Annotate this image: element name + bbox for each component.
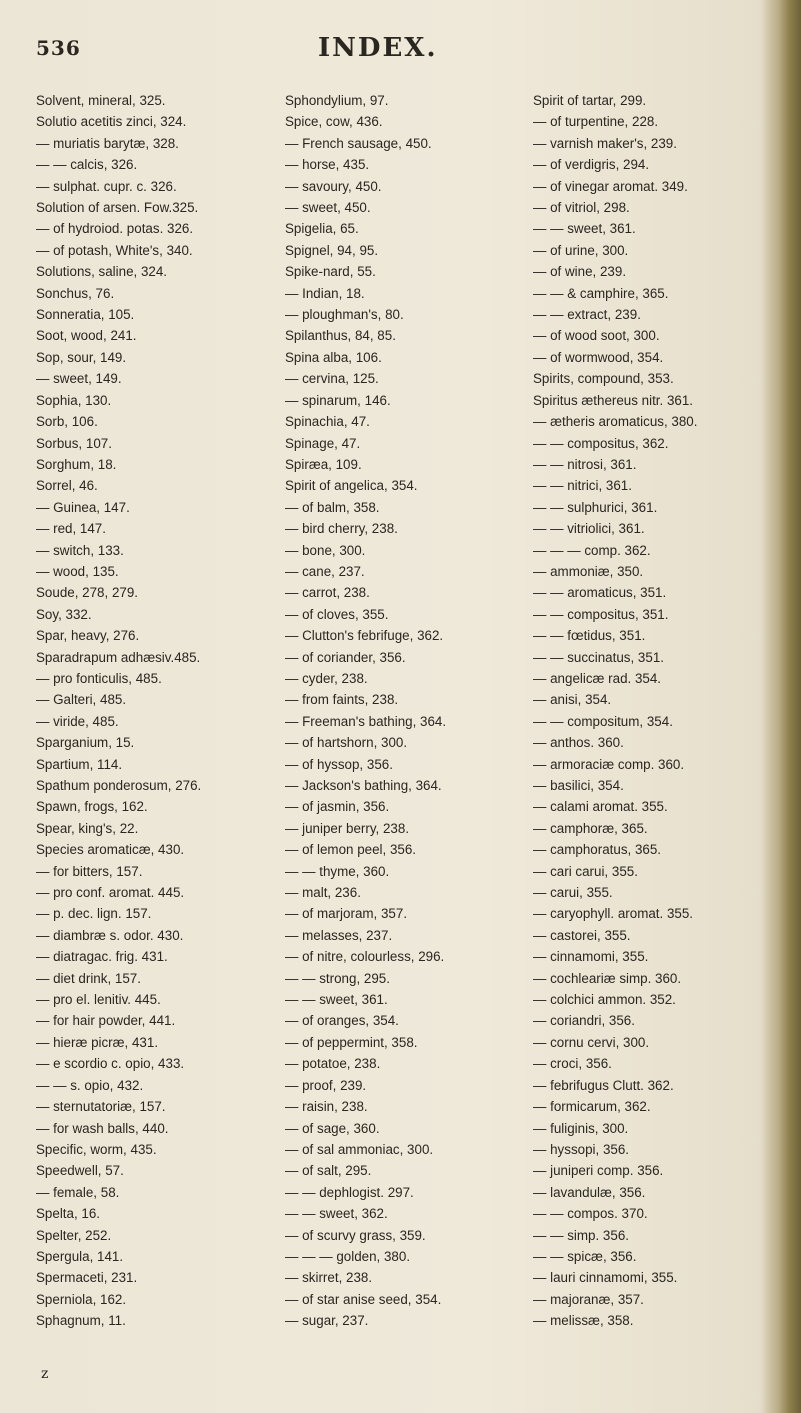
index-entry: — spinarum, 146. <box>285 392 391 408</box>
index-entry: — — aromaticus, 351. <box>533 585 667 601</box>
index-entry: Solvent, mineral, 325. <box>36 93 166 108</box>
index-entry: Spiræa, 109. <box>285 456 362 472</box>
index-entry: — p. dec. lign. 157. <box>36 906 152 922</box>
index-entry: — cochleariæ simp. 360. <box>533 970 682 986</box>
index-entry: Sparadrapum adhæsiv.485. <box>36 649 201 665</box>
index-entry: Sop, sour, 149. <box>36 349 127 365</box>
index-entry: — switch, 133. <box>36 542 124 558</box>
index-entry: Species aromaticæ, 430. <box>36 842 185 858</box>
index-entry: — caryophyll. aromat. 355. <box>533 906 694 922</box>
index-entry: — ammoniæ, 350. <box>533 563 644 579</box>
index-entry: — — compositus, 351. <box>533 606 669 622</box>
index-entry: — bone, 300. <box>285 542 366 558</box>
index-entry: Solution of arsen. Fow.325. <box>36 200 199 216</box>
index-entry: Sphondylium, 97. <box>285 93 389 108</box>
index-entry: — cornu cervi, 300. <box>533 1034 650 1050</box>
index-entry: Spignel, 94, 95. <box>285 242 379 258</box>
index-entry: — of hyssop, 356. <box>285 756 393 772</box>
index-entry: — Freeman's bathing, 364. <box>285 713 447 729</box>
index-entry: — female, 58. <box>36 1184 120 1200</box>
index-entry: Sparganium, 15. <box>36 735 135 751</box>
index-entry: Spelter, 252. <box>36 1227 112 1243</box>
index-entry: — coriandri, 356. <box>533 1013 635 1029</box>
index-entry: — — simp. 356. <box>533 1227 629 1243</box>
index-entry: Sphagnum, 11. <box>36 1313 126 1329</box>
index-entry: — from faints, 238. <box>285 692 399 708</box>
index-entry: Soot, wood, 241. <box>36 328 137 344</box>
index-entry: — of star anise seed, 354. <box>285 1291 442 1307</box>
index-entry: — — thyme, 360. <box>285 863 390 879</box>
index-entry: Spirit of angelica, 354. <box>285 478 418 494</box>
index-entry: — — — golden, 380. <box>285 1248 411 1264</box>
index-entry: — red, 147. <box>36 521 106 537</box>
index-entry: — cari carui, 355. <box>533 863 638 879</box>
index-entry: Spina alba, 106. <box>285 349 382 365</box>
index-entry: — of potash, White's, 340. <box>36 242 193 258</box>
index-entry: Sonneratia, 105. <box>36 307 135 323</box>
index-entry: — e scordio c. opio, 433. <box>36 1056 185 1072</box>
index-entry: Spinachia, 47. <box>285 414 370 430</box>
index-entry: — lavandulæ, 356. <box>533 1184 646 1200</box>
index-entry: Spice, cow, 436. <box>285 114 383 130</box>
signature-mark: z <box>41 1366 49 1382</box>
index-entry: — skirret, 238. <box>285 1270 373 1286</box>
index-entry: — of sal ammoniac, 300. <box>285 1141 434 1157</box>
index-column-3 <box>533 90 697 1332</box>
index-entry: — febrifugus Clutt. 362. <box>533 1077 674 1093</box>
index-entry: — carrot, 238. <box>285 585 370 601</box>
index-entry: — muriatis barytæ, 328. <box>36 135 179 151</box>
index-entry: Spike-nard, 55. <box>285 264 376 280</box>
index-entry: — majoranæ, 357. <box>533 1291 644 1307</box>
index-entry: — cyder, 238. <box>285 670 368 686</box>
index-entry: — — fœtidus, 351. <box>533 628 646 644</box>
index-entry: — of jasmin, 356. <box>285 799 390 815</box>
index-entry: — croci, 356. <box>533 1056 612 1072</box>
index-entry: — of coriander, 356. <box>285 649 406 665</box>
index-entry: — sweet, 450. <box>285 200 371 216</box>
index-entry: — — compositus, 362. <box>533 435 669 451</box>
index-entry: — angelicæ rad. 354. <box>533 670 662 686</box>
index-entry: — ploughman's, 80. <box>285 307 404 323</box>
index-entry: Spathum ponderosum, 276. <box>36 778 202 793</box>
index-entry: — ætheris aromaticus, 380. <box>533 414 698 430</box>
index-entry: — — extract, 239. <box>533 307 641 323</box>
index-entry: — Indian, 18. <box>285 285 365 301</box>
index-entry: Spawn, frogs, 162. <box>36 799 148 815</box>
index-entry: — savoury, 450. <box>285 178 382 194</box>
index-entry: — — calcis, 326. <box>36 157 138 173</box>
index-entry: Spinage, 47. <box>285 435 361 451</box>
index-entry: Spigelia, 65. <box>285 221 359 237</box>
index-entry: — cervina, 125. <box>285 371 379 387</box>
index-entry: Sorbus, 107. <box>36 435 112 451</box>
index-entry: — cane, 237. <box>285 563 365 579</box>
index-entry: — — sweet, 361. <box>285 992 388 1008</box>
index-entry: — — compos. 370. <box>533 1206 648 1222</box>
index-entry: — pro el. lenitiv. 445. <box>36 992 161 1008</box>
index-entry: — diatragac. frig. 431. <box>36 949 168 965</box>
index-entry: — armoraciæ comp. 360. <box>533 756 685 772</box>
index-entry: Spiritus æthereus nitr. 361. <box>533 392 694 408</box>
index-entry: Spear, king's, 22. <box>36 820 139 836</box>
index-entry: — wood, 135. <box>36 563 119 579</box>
index-entry: — juniperi comp. 356. <box>533 1163 664 1179</box>
index-entry: — hieræ picræ, 431. <box>36 1034 159 1050</box>
index-entry: — malt, 236. <box>285 885 361 901</box>
index-entry: — diambræ s. odor. 430. <box>36 927 184 943</box>
index-entry: Spermaceti, 231. <box>36 1270 138 1286</box>
index-entry: — of peppermint, 358. <box>285 1034 418 1050</box>
index-entry: — pro fonticulis, 485. <box>36 670 162 686</box>
index-entry: — formicarum, 362. <box>533 1099 651 1115</box>
index-entry: — of vinegar aromat. 349. <box>533 178 688 194</box>
index-entry: — of salt, 295. <box>285 1163 372 1179</box>
index-entry: — of lemon peel, 356. <box>285 842 417 858</box>
index-column-2 <box>285 90 446 1332</box>
index-entry: — potatoe, 238. <box>285 1056 381 1072</box>
index-entry: — juniper berry, 238. <box>285 820 410 836</box>
index-entry: — basilici, 354. <box>533 778 624 793</box>
index-entry: — of sage, 360. <box>285 1120 380 1136</box>
index-entry: Sonchus, 76. <box>36 285 115 301</box>
index-entry: — of marjoram, 357. <box>285 906 408 922</box>
index-entry: — calami aromat. 355. <box>533 799 668 815</box>
index-entry: — castorei, 355. <box>533 927 631 943</box>
index-entry: — of urine, 300. <box>533 242 629 258</box>
index-entry: — pro conf. aromat. 445. <box>36 885 185 901</box>
index-entry: — horse, 435. <box>285 157 370 173</box>
index-entry: — of scurvy grass, 359. <box>285 1227 426 1243</box>
index-entry: — anisi, 354. <box>533 692 612 708</box>
index-entry: Sophia, 130. <box>36 392 112 408</box>
index-entry: — sweet, 149. <box>36 371 122 387</box>
index-entry: — of balm, 358. <box>285 499 380 515</box>
index-entry: Sorrel, 46. <box>36 478 98 494</box>
index-entry: Spilanthus, 84, 85. <box>285 328 396 344</box>
index-entry: — of cloves, 355. <box>285 606 389 622</box>
index-entry: — cinnamomi, 355. <box>533 949 649 965</box>
index-column-1 <box>36 90 201 1332</box>
index-entry: — — sulphurici, 361. <box>533 499 658 515</box>
index-entry: — sugar, 237. <box>285 1313 369 1329</box>
index-entry: — raisin, 238. <box>285 1099 368 1115</box>
index-entry: — — succinatus, 351. <box>533 649 664 665</box>
index-entry: Spartium, 114. <box>36 756 123 772</box>
index-entry: — of nitre, colourless, 296. <box>285 949 445 965</box>
index-entry: — — nitrici, 361. <box>533 478 632 494</box>
index-entry: — anthos. 360. <box>533 735 624 751</box>
index-entry: — — sweet, 362. <box>285 1206 388 1222</box>
index-entry: Speedwell, 57. <box>36 1163 124 1179</box>
page-number: 536 <box>36 36 81 60</box>
index-entry: — viride, 485. <box>36 713 119 729</box>
index-entry: — Galteri, 485. <box>36 692 127 708</box>
index-entry: — camphoratus, 365. <box>533 842 662 858</box>
index-entry: — fuliginis, 300. <box>533 1120 629 1136</box>
index-entry: — of wormwood, 354. <box>533 349 664 365</box>
index-entry: — — compositum, 354. <box>533 713 673 729</box>
index-entry: — melissæ, 358. <box>533 1313 634 1329</box>
index-entry: — Jackson's bathing, 364. <box>285 778 442 793</box>
index-entry: — — vitriolici, 361. <box>533 521 645 537</box>
page-title: INDEX. <box>318 33 438 63</box>
index-entry: — French sausage, 450. <box>285 135 432 151</box>
index-entry: — of wine, 239. <box>533 264 627 280</box>
index-entry: — for hair powder, 441. <box>36 1013 176 1029</box>
index-entry: — — dephlogist. 297. <box>285 1184 414 1200</box>
index-entry: — for wash balls, 440. <box>36 1120 169 1136</box>
index-entry: Spirit of tartar, 299. <box>533 93 647 108</box>
index-entry: — Guinea, 147. <box>36 499 130 515</box>
index-entry: — — spicæ, 356. <box>533 1248 637 1264</box>
index-entry: — — & camphire, 365. <box>533 285 669 301</box>
index-entry: Spirits, compound, 353. <box>533 371 674 387</box>
index-entry: — lauri cinnamomi, 355. <box>533 1270 678 1286</box>
index-entry: — diet drink, 157. <box>36 970 141 986</box>
index-entry: — bird cherry, 238. <box>285 521 398 537</box>
index-entry: Specific, worm, 435. <box>36 1141 157 1157</box>
index-entry: — proof, 239. <box>285 1077 367 1093</box>
index-entry: Spergula, 141. <box>36 1248 124 1264</box>
index-entry: — of hydroiod. potas. 326. <box>36 221 194 237</box>
index-entry: — melasses, 237. <box>285 927 393 943</box>
index-entry: — of oranges, 354. <box>285 1013 399 1029</box>
index-entry: Sperniola, 162. <box>36 1291 127 1307</box>
index-entry: Sorghum, 18. <box>36 456 117 472</box>
index-entry: — carui, 355. <box>533 885 613 901</box>
index-entry: — — strong, 295. <box>285 970 390 986</box>
index-entry: — Clutton's febrifuge, 362. <box>285 628 444 644</box>
index-entry: Sorb, 106. <box>36 414 98 430</box>
index-entry: — colchici ammon. 352. <box>533 992 676 1008</box>
index-entry: — sulphat. cupr. c. 326. <box>36 178 177 194</box>
index-entry: Spelta, 16. <box>36 1206 101 1222</box>
index-entry: — varnish maker's, 239. <box>533 135 677 151</box>
index-entry: — camphoræ, 365. <box>533 820 648 836</box>
index-entry: Solutio acetitis zinci, 324. <box>36 114 187 130</box>
index-entry: — of hartshorn, 300. <box>285 735 408 751</box>
index-entry: — of vitriol, 298. <box>533 200 630 216</box>
index-entry: — — s. opio, 432. <box>36 1077 144 1093</box>
index-entry: Soy, 332. <box>36 606 92 622</box>
index-entry: — of wood soot, 300. <box>533 328 660 344</box>
index-entry: — sternutatoriæ, 157. <box>36 1099 166 1115</box>
index-entry: — — nitrosi, 361. <box>533 456 637 472</box>
page-edge-shadow <box>761 0 801 1413</box>
index-entry: Spar, heavy, 276. <box>36 628 140 644</box>
index-entry: — for bitters, 157. <box>36 863 143 879</box>
index-entry: — of verdigris, 294. <box>533 157 650 173</box>
index-entry: — of turpentine, 228. <box>533 114 659 130</box>
index-entry: — — — comp. 362. <box>533 542 651 558</box>
index-entry: — — sweet, 361. <box>533 221 636 237</box>
index-entry: Solutions, saline, 324. <box>36 264 168 280</box>
index-entry: — hyssopi, 356. <box>533 1141 630 1157</box>
index-entry: Soude, 278, 279. <box>36 585 139 601</box>
